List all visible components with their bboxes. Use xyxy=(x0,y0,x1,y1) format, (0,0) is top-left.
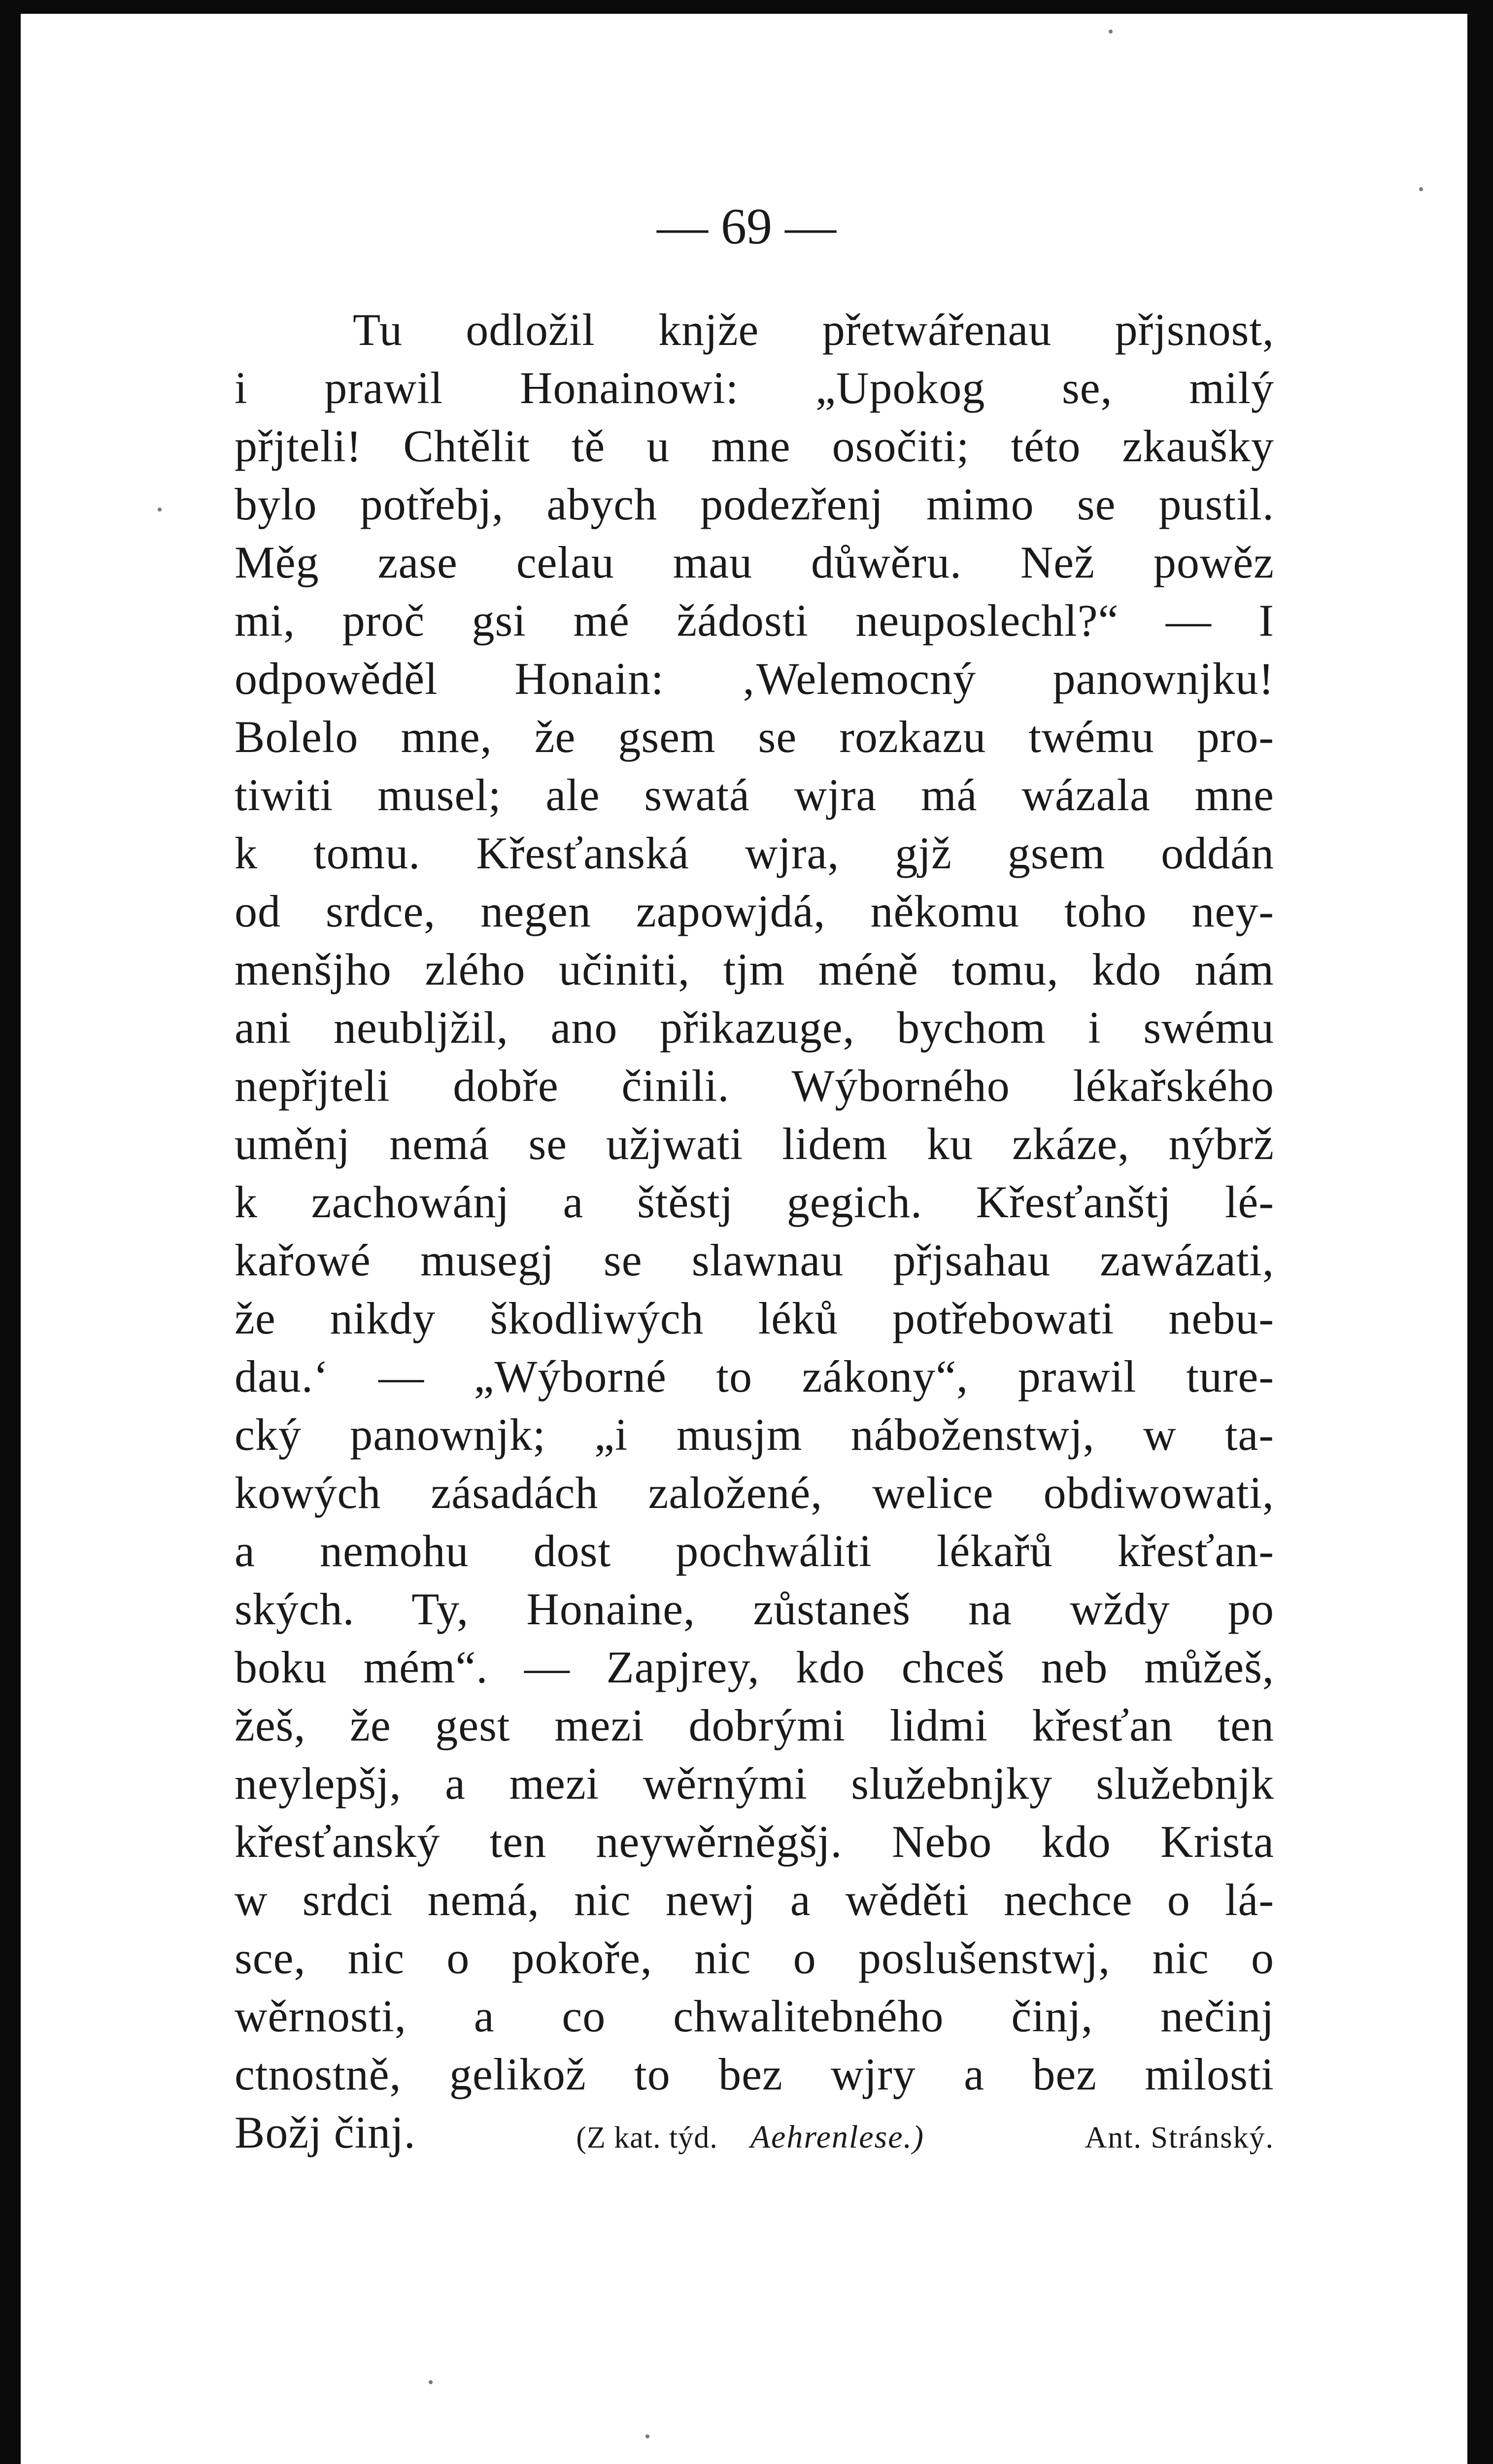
scan-border-left xyxy=(0,0,21,2464)
text-line: žeš, že gest mezi dobrými lidmi křesťan ten xyxy=(235,1700,1274,1750)
text-line: Bolelo mne, že gsem se rozkazu twému pro- xyxy=(235,712,1274,762)
text-line: mi, proč gsi mé žádosti neuposlechl?“ — I xyxy=(235,595,1274,646)
scan-speck xyxy=(158,508,162,512)
text-line: k tomu. Křesťanská wjra, gjž gsem oddán xyxy=(235,828,1274,878)
text-line: ani neubljžil, ano přikazuge, bychom i swému xyxy=(235,1002,1274,1053)
body-text xyxy=(235,301,1274,2161)
text-line: od srdce, negen zapowjdá, někomu toho ney- xyxy=(235,886,1274,936)
text-line: přjteli! Chtělit tě u mne osočiti; této zkaušky xyxy=(235,421,1274,471)
scan-speck xyxy=(645,2434,649,2438)
scan-border-top xyxy=(0,0,1493,14)
text-line: k zachowánj a štěstj gegich. Křesťanštj lé- xyxy=(235,1177,1274,1227)
text-line: odpowěděl Honain: ‚Welemocný panownjku! xyxy=(235,653,1274,704)
text-line: dau.‘ — „Wýborné to zákony“, prawil ture- xyxy=(235,1351,1274,1402)
text-line: že nikdy škodliwých léků potřebowati nebu- xyxy=(235,1293,1274,1343)
text-line: ctnostně, gelikož to bez wjry a bez milosti xyxy=(235,2049,1274,2099)
author-signature: Ant. Stránský. xyxy=(1085,2121,1274,2155)
scan-border-right xyxy=(1467,0,1493,2464)
text-line: a nemohu dost pochwáliti lékařů křesťan- xyxy=(235,1526,1274,1576)
text-line: wěrnosti, a co chwalitebného činj, nečinj xyxy=(235,1991,1274,2041)
scan-speck xyxy=(1419,187,1423,191)
text-line: Měg zase celau mau důwěru. Než powěz xyxy=(235,537,1274,587)
text-line: i prawil Honainowi: „Upokog se, milý xyxy=(235,363,1274,413)
text-line: nepřjteli dobře činili. Wýborného lékařského xyxy=(235,1061,1274,1111)
text-line: ských. Ty, Honaine, zůstaneš na wždy po xyxy=(235,1584,1274,1634)
text-line: menšjho zlého učiniti, tjm méně tomu, kdo nám xyxy=(235,944,1274,994)
source-title: Aehrenlese.) xyxy=(750,2119,924,2155)
text-line: tiwiti musel; ale swatá wjra má wázala mne xyxy=(235,770,1274,820)
source-citation xyxy=(576,2108,924,2167)
page-number: — 69 — xyxy=(657,198,836,255)
text-line: uměnj nemá se užjwati lidem ku zkáze, nýbrž xyxy=(235,1119,1274,1169)
text-line: kařowé musegj se slawnau přjsahau zawázati, xyxy=(235,1235,1274,1285)
text-line: w srdci nemá, nic newj a wěděti nechce o lá- xyxy=(235,1875,1274,1925)
text-line: Tu odložil knjže přetwářenau přjsnost, xyxy=(353,305,1274,355)
text-line: neylepšj, a mezi wěrnými služebnjky služebnjk xyxy=(235,1758,1274,1809)
closing-text: Božj činj. xyxy=(235,2107,416,2157)
closing-line xyxy=(235,2103,1274,2161)
text-line: křesťanský ten neywěrněgšj. Nebo kdo Krista xyxy=(235,1816,1274,1867)
scan-speck xyxy=(1109,30,1113,34)
text-line: cký panownjk; „i musjm náboženstwj, w ta- xyxy=(235,1409,1274,1460)
scan-speck xyxy=(429,2380,433,2384)
text-line: kowých zásadách založené, welice obdiwowati, xyxy=(235,1468,1274,1518)
text-line: sce, nic o pokoře, nic o poslušenstwj, nic o xyxy=(235,1933,1274,1983)
text-line: boku mém“. — Zapjrey, kdo chceš neb můžeš, xyxy=(235,1642,1274,1692)
source-prefix: (Z kat. týd. xyxy=(576,2121,718,2155)
text-line: bylo potřebj, abych podezřenj mimo se pustil. xyxy=(235,479,1274,529)
